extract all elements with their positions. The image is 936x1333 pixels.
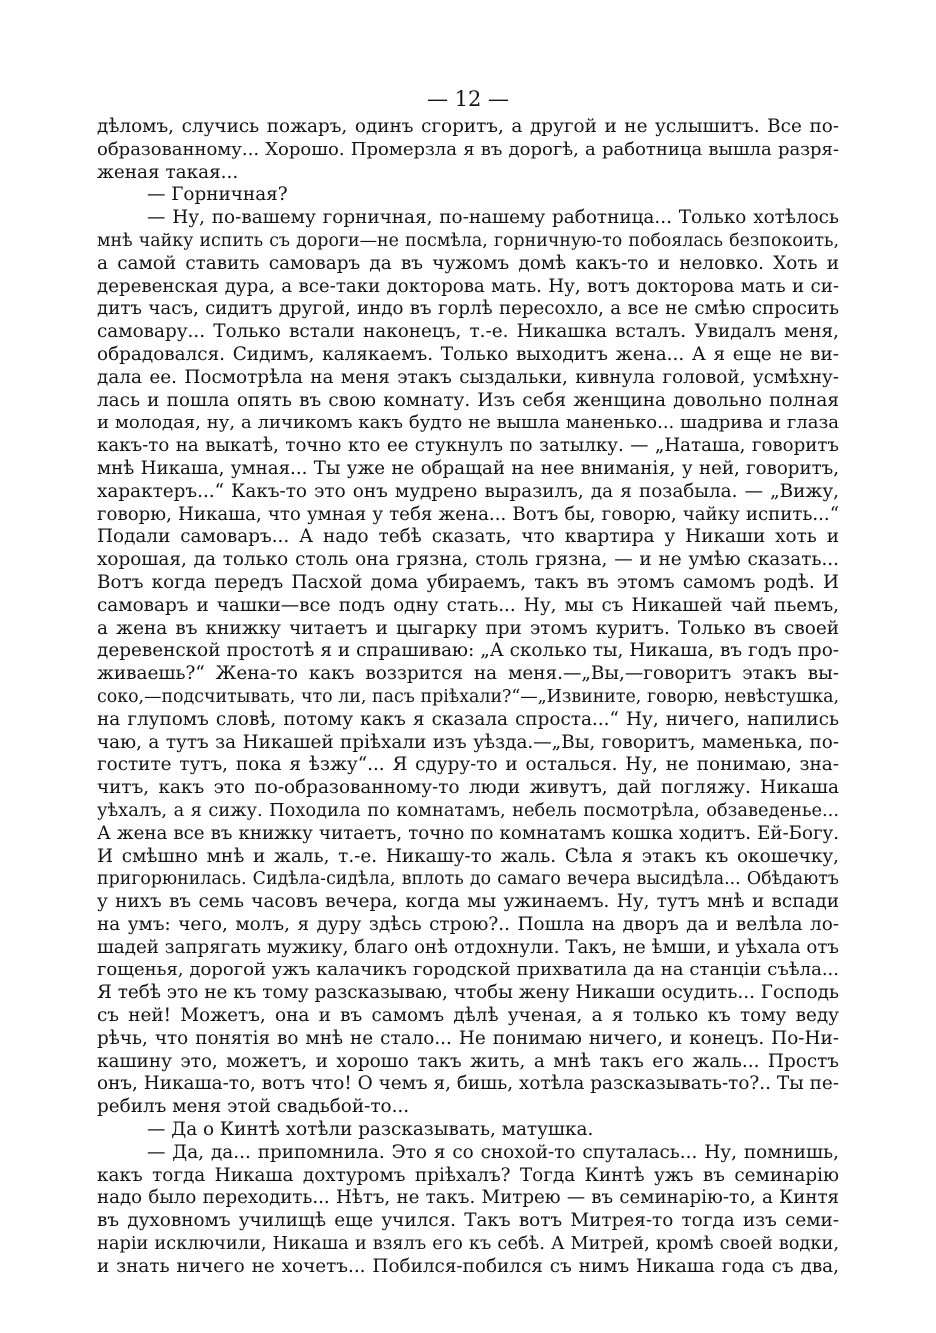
text-line: хорошая, да только столь она грязна, столь грязна, — и не умѣю сказать...: [97, 549, 839, 571]
text-line: живаешь?“ Жена-то какъ воззрится на меня.—„Вы,—говоритъ этакъ вы-: [97, 663, 839, 685]
text-line: А жена все въ книжку читаетъ, точно по комнатамъ кошка ходитъ. Ей-Богу.: [97, 822, 839, 844]
text-line: Вотъ когда передъ Пасхой дома убираемъ, такъ въ этомъ самомъ родѣ. И: [97, 571, 839, 593]
text-line: гостите тутъ, пока я ѣзжу“... Я сдуру-то и осталься. Ну, не понимаю, зна-: [97, 754, 839, 776]
text-line: а жена въ книжку читаетъ и цыгарку при этомъ куритъ. Только въ своей: [97, 617, 839, 639]
text-line: — Горничная?: [147, 184, 288, 206]
text-line: и молодая, ну, а личикомъ какъ будто не вышла маненько... шадрива и глаза: [97, 412, 839, 434]
text-line: самоваръ и чашки—все подъ одну стать... Ну, мы съ Никашей чай пьемъ,: [97, 594, 839, 616]
text-line: деревенская дура, а все-таки докторова мать. Ну, вотъ докторова мать и си-: [97, 275, 839, 297]
text-line: съ ней! Можетъ, она и въ самомъ дѣлѣ ученая, а я только къ тому веду: [97, 1005, 839, 1027]
text-line: И смѣшно мнѣ и жаль, т.-е. Никашу-то жаль. Сѣла я этакъ къ окошечку,: [97, 845, 839, 867]
text-line: наріи исключили, Никаша и взялъ его къ себѣ. А Митрей, кромѣ своей водки,: [97, 1233, 839, 1255]
text-line: женая такая...: [97, 161, 239, 183]
text-line: дала ее. Посмотрѣла на меня этакъ сыздальки, кивнула головой, усмѣхну-: [97, 366, 839, 388]
text-line: у нихъ въ семь часовъ вечера, когда мы ужинаемъ. Ну, тутъ мнѣ и вспади: [97, 891, 839, 913]
text-line: — Да о Кинтѣ хотѣли разсказывать, матушка.: [147, 1119, 594, 1141]
text-line: — Да, да... припомнила. Это я со снохой-то спуталась... Ну, помнишь,: [147, 1141, 839, 1163]
text-line: надо было переходить... Нѣтъ, не такъ. Митрею — въ семинарію-то, а Кинтя: [97, 1187, 839, 1209]
text-line: Я тебѣ это не къ тому разсказываю, чтобы жену Никаши осудить... Господь: [97, 982, 839, 1004]
body-text: [97, 116, 839, 1279]
text-line: читъ, какъ это по-образованному-то люди живутъ, дай погляжу. Никаша: [97, 777, 839, 799]
text-line: а самой ставить самоваръ да въ чужомъ домѣ какъ-то и неловко. Хоть и: [97, 252, 839, 274]
text-line: на глупомъ словѣ, потому какъ я сказала спроста...“ Ну, ничего, напились: [97, 708, 839, 730]
text-line: мнѣ чайку испить съ дороги—не посмѣла, горничную-то побоялась безпокоить,: [97, 230, 839, 251]
text-line: и знать ничего не хочетъ... Побился-побился съ нимъ Никаша года съ два,: [97, 1255, 839, 1277]
text-line: дѣломъ, случись пожаръ, одинъ сгоритъ, а другой и не услышитъ. Все по-: [97, 116, 839, 137]
text-line: дитъ часъ, сидитъ другой, индо въ горлѣ пересохло, а все не смѣю спросить: [97, 298, 839, 320]
text-line: въ духовномъ училищѣ еще учился. Такъ вотъ Митрея-то тогда изъ семи-: [97, 1210, 839, 1232]
text-line: уѣхалъ, а я сижу. Походила по комнатамъ, небель посмотрѣла, обзаведенье...: [97, 799, 839, 821]
text-line: деревенской простотѣ я и спрашиваю: „А сколько ты, Никаша, въ годъ про-: [97, 640, 839, 662]
page-number: — 12 —: [426, 87, 510, 111]
text-line: чаю, а тутъ за Никашей пріѣхали изъ уѣзда.—„Вы, говоритъ, маменька, по-: [97, 731, 839, 753]
text-line: характеръ...“ Какъ-то это онъ мудрено выразилъ, да я позабыла. — „Вижу,: [97, 480, 839, 502]
text-line: гощенья, дорогой ужъ калачикъ городской прихватила да на станціи съѣла...: [97, 959, 839, 981]
text-line: кашину это, можетъ, и хорошо такъ жить, а мнѣ такъ его жаль... Простъ: [97, 1050, 839, 1072]
text-line: обрадовался. Сидимъ, калякаемъ. Только выходитъ жена... А я еще не ви-: [97, 343, 839, 365]
text-line: рѣчь, что понятія во мнѣ не стало... Не понимаю ничего, и конецъ. По-Ни-: [97, 1027, 839, 1049]
text-line: соко,—подсчитывать, что ли, пасъ пріѣхали?“—„Извините, говорю, невѣстушка,: [97, 686, 839, 707]
text-line: онъ, Никаша-то, вотъ что! О чемъ я, бишь, хотѣла разсказывать-то?.. Ты пе-: [97, 1073, 839, 1095]
text-line: мнѣ Никаша, умная... Ты уже не обращай на нее вниманія, у ней, говоритъ,: [97, 457, 839, 479]
text-line: на умъ: чего, молъ, я дуру здѣсь строю?.. Пошла на дворъ да и велѣла ло-: [97, 913, 839, 935]
text-line: говорю, Никаша, что умная у тебя жена... Вотъ бы, говорю, чайку испить...“: [97, 503, 839, 525]
text-line: самовару... Только встали наконецъ, т.-е. Никашка всталъ. Увидалъ меня,: [97, 321, 839, 343]
text-line: пригорюнилась. Сидѣла-сидѣла, вплоть до самаго вечера высидѣла... Обѣдаютъ: [97, 869, 839, 890]
text-line: какъ-то на выкатѣ, точно кто ее стукнулъ по затылку. — „Наташа, говоритъ: [97, 435, 839, 457]
text-line: — Ну, по-вашему горничная, по-нашему работница... Только хотѣлось: [147, 207, 839, 229]
text-line: Подали самоваръ... А надо тебѣ сказать, что квартира у Никаши хоть и: [97, 526, 839, 548]
text-line: образованному... Хорошо. Промерзла я въ дорогѣ, а работница вышла разря-: [97, 138, 839, 160]
text-line: ребилъ меня этой свадьбой-то...: [97, 1096, 410, 1118]
text-line: какъ тогда Никаша дохтуромъ пріѣхалъ? Тогда Кинтѣ ужъ въ семинарію: [97, 1164, 839, 1186]
text-line: лась и пошла опять въ свою комнату. Изъ себя женщина довольно полная: [97, 389, 839, 411]
text-line: шадей запрягать мужику, благо онѣ отдохнули. Такъ, не ѣмши, и уѣхала отъ: [97, 936, 839, 958]
